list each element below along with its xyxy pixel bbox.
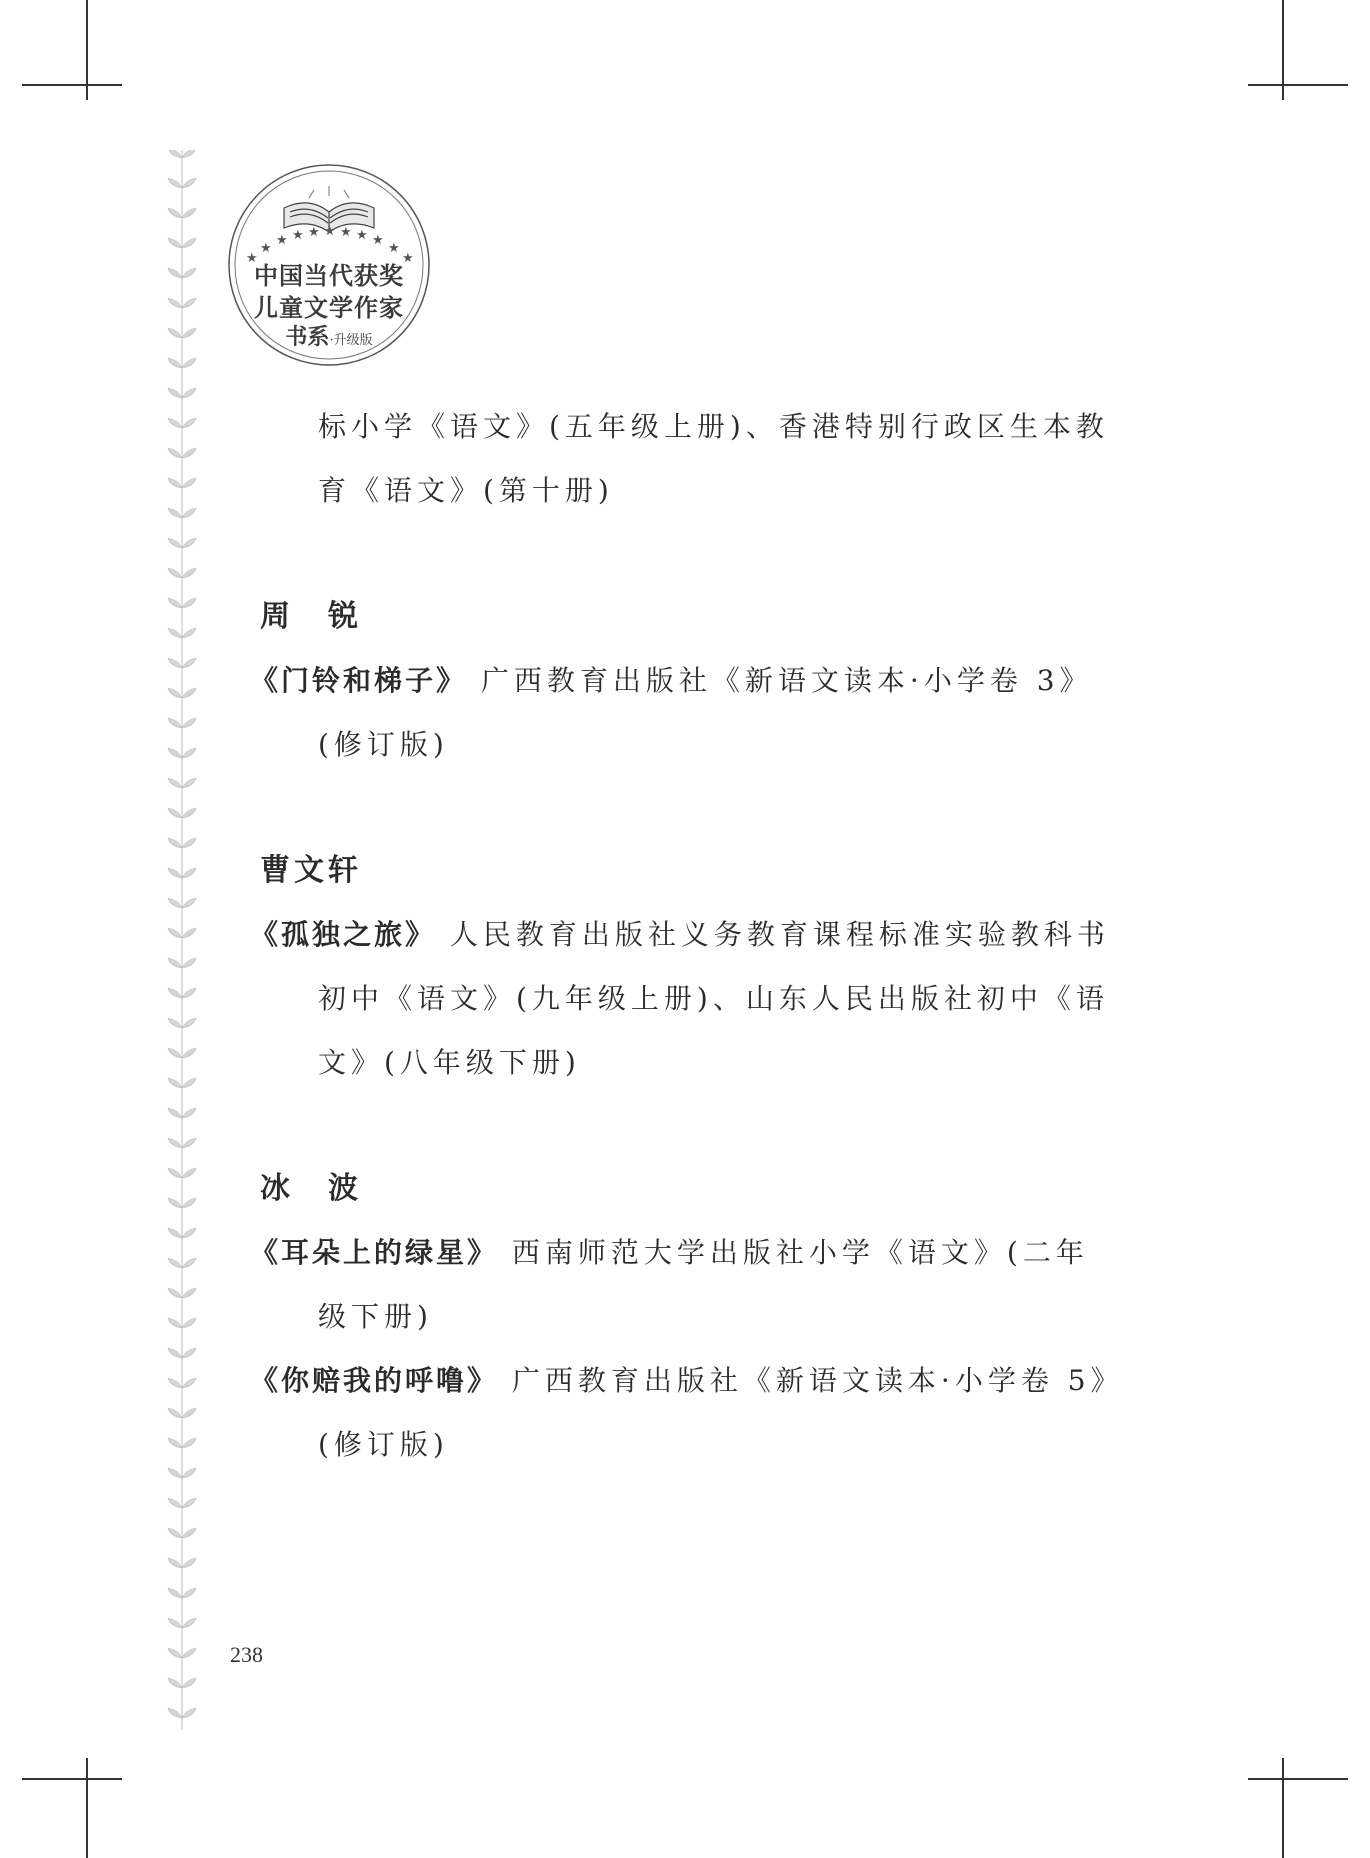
author-name: 周 锐	[260, 599, 362, 634]
work-title: 《门铃和梯子》	[250, 664, 468, 697]
vine-leaf	[182, 1708, 196, 1718]
vine-leaf	[182, 1108, 196, 1118]
vine-leaf	[168, 1348, 182, 1358]
svg-text:★: ★	[388, 241, 400, 256]
vine-leaf	[168, 628, 182, 638]
vine-leaf	[182, 838, 196, 848]
vine-leaf	[182, 1618, 196, 1628]
vine-leaf	[168, 748, 182, 758]
vine-leaf	[168, 1198, 182, 1208]
vine-leaf	[182, 328, 196, 338]
crop-mark	[1248, 1778, 1348, 1780]
vine-leaf	[182, 1558, 196, 1568]
work-entry	[250, 1221, 1120, 1349]
vine-leaf	[182, 238, 196, 248]
work-entry	[250, 903, 1120, 1095]
vine-leaf	[182, 1408, 196, 1418]
work-title: 《你赔我的呼噜》	[250, 1364, 499, 1397]
author-name: 冰 波	[260, 1171, 362, 1206]
vine-leaf	[168, 448, 182, 458]
vine-leaf	[182, 1288, 196, 1298]
vine-leaf	[168, 688, 182, 698]
vine-leaf	[182, 508, 196, 518]
vine-leaf	[182, 1048, 196, 1058]
seal-line-3	[224, 320, 434, 351]
vine-leaf	[182, 568, 196, 578]
vine-leaf	[168, 1318, 182, 1328]
svg-text:★: ★	[276, 233, 288, 248]
vine-leaf	[168, 1228, 182, 1238]
vine-leaf	[182, 358, 196, 368]
vine-leaf	[182, 988, 196, 998]
page-content	[250, 395, 1120, 1477]
vine-leaf	[182, 1348, 196, 1358]
vine-leaf	[182, 718, 196, 728]
vine-leaf	[168, 718, 182, 728]
vine-leaf	[182, 598, 196, 608]
vine-leaf	[168, 238, 182, 248]
vine-leaf	[168, 838, 182, 848]
work-source: 西南师范大学出版社小学《语文》(二年级下册)	[318, 1236, 1089, 1333]
vine-leaf	[168, 1618, 182, 1628]
svg-text:★: ★	[292, 228, 304, 243]
vine-leaf	[182, 268, 196, 278]
work-source: 人民教育出版社义务教育课程标准实验教科书初中《语文》(九年级上册)、山东人民出版社初中《语文》(八年级下册)	[318, 918, 1110, 1079]
svg-text:★: ★	[324, 224, 336, 239]
seal-line-2: 儿童文学作家	[254, 293, 404, 322]
vine-border-decoration	[160, 150, 204, 1730]
vine-leaf	[182, 1378, 196, 1388]
vine-leaf	[182, 478, 196, 488]
vine-leaf	[182, 1138, 196, 1148]
svg-text:★: ★	[356, 228, 368, 243]
vine-leaf	[182, 1198, 196, 1208]
vine-leaf	[168, 328, 182, 338]
vine-leaf	[168, 388, 182, 398]
intro-line-2: 育《语文》(第十册)	[318, 474, 614, 507]
vine-leaf	[182, 1168, 196, 1178]
vine-leaf	[182, 178, 196, 188]
vine-leaf	[182, 1528, 196, 1538]
vine-leaf	[168, 568, 182, 578]
vine-leaf	[182, 418, 196, 428]
vine-leaf	[168, 1528, 182, 1538]
vine-leaf	[168, 1168, 182, 1178]
vine-leaf	[182, 448, 196, 458]
crop-mark	[22, 84, 122, 86]
vine-leaf	[168, 208, 182, 218]
vine-leaf	[168, 1648, 182, 1658]
svg-text:★: ★	[260, 241, 272, 256]
vine-leaf	[182, 808, 196, 818]
work-entry	[250, 1349, 1120, 1477]
vine-leaf	[168, 1558, 182, 1568]
vine-leaf	[182, 1228, 196, 1238]
vine-leaf	[182, 898, 196, 908]
vine-leaf	[168, 268, 182, 278]
vine-leaf	[168, 150, 182, 158]
vine-leaf	[168, 1588, 182, 1598]
vine-leaf	[168, 1678, 182, 1688]
vine-leaf	[168, 358, 182, 368]
svg-text:★: ★	[308, 225, 320, 240]
vine-leaf	[168, 658, 182, 668]
vine-leaf	[168, 988, 182, 998]
vine-leaf	[168, 478, 182, 488]
vine-leaf	[182, 1258, 196, 1268]
vine-leaf	[182, 1318, 196, 1328]
svg-text:★: ★	[402, 251, 414, 266]
vine-leaf	[168, 1378, 182, 1388]
vine-leaf	[182, 778, 196, 788]
vine-leaf	[182, 688, 196, 698]
vine-leaf	[168, 1288, 182, 1298]
vine-leaf	[168, 1408, 182, 1418]
vine-leaf	[182, 1678, 196, 1688]
work-entry	[250, 649, 1120, 777]
vine-leaf	[168, 538, 182, 548]
work-title: 《耳朵上的绿星》	[250, 1236, 499, 1269]
vine-leaf	[168, 1108, 182, 1118]
svg-text:★: ★	[246, 251, 258, 266]
vine-leaf	[182, 150, 196, 158]
vine-leaf	[168, 778, 182, 788]
vine-leaf	[168, 1468, 182, 1478]
vine-leaf	[168, 958, 182, 968]
work-source: 广西教育出版社《新语文读本·小学卷 5》(修订版)	[318, 1364, 1110, 1461]
vine-leaf	[168, 808, 182, 818]
vine-leaf	[168, 1048, 182, 1058]
vine-leaf	[168, 898, 182, 908]
vine-leaf	[182, 298, 196, 308]
seal-line-3-sub: ·升级版	[329, 333, 373, 348]
vine-leaf	[182, 1078, 196, 1088]
vine-leaf	[168, 928, 182, 938]
vine-leaf	[168, 1438, 182, 1448]
vine-leaf	[182, 658, 196, 668]
crop-mark	[86, 1758, 88, 1858]
vine-leaf	[168, 598, 182, 608]
vine-leaf	[182, 1588, 196, 1598]
vine-leaf	[168, 1708, 182, 1718]
vine-leaf	[168, 1258, 182, 1268]
vine-leaf	[168, 1138, 182, 1148]
vine-leaf	[168, 298, 182, 308]
vine-leaf	[168, 1498, 182, 1508]
vine-leaf	[182, 1468, 196, 1478]
vine-leaf	[182, 1438, 196, 1448]
seal-line-3-main: 书系	[285, 324, 330, 350]
vine-leaf	[182, 868, 196, 878]
svg-text:★: ★	[372, 233, 384, 248]
svg-text:★: ★	[340, 225, 352, 240]
series-seal-logo	[224, 160, 434, 370]
vine-leaf	[182, 628, 196, 638]
vine-leaf	[182, 748, 196, 758]
page-number: 238	[230, 1642, 263, 1667]
work-source: 广西教育出版社《新语文读本·小学卷 3》(修订版)	[318, 664, 1093, 761]
vine-leaf	[182, 1018, 196, 1028]
vine-leaf	[168, 1078, 182, 1088]
vine-leaf	[168, 1018, 182, 1028]
crop-mark	[1282, 1758, 1284, 1858]
vine-leaf	[168, 508, 182, 518]
work-title: 《孤独之旅》	[250, 918, 437, 951]
vine-leaf	[182, 1648, 196, 1658]
vine-leaf	[182, 388, 196, 398]
intro-line-1: 标小学《语文》(五年级上册)、香港特别行政区生本教	[318, 410, 1109, 443]
vine-leaf	[182, 538, 196, 548]
seal-line-1: 中国当代获奖	[254, 261, 404, 290]
vine-leaf	[168, 178, 182, 188]
vine-leaf	[182, 208, 196, 218]
vine-leaf	[182, 1498, 196, 1508]
vine-leaf	[168, 868, 182, 878]
vine-leaf	[182, 958, 196, 968]
author-name: 曹文轩	[260, 853, 362, 888]
vine-leaf	[168, 418, 182, 428]
vine-leaf	[182, 928, 196, 938]
crop-mark	[22, 1778, 122, 1780]
crop-mark	[1248, 84, 1348, 86]
